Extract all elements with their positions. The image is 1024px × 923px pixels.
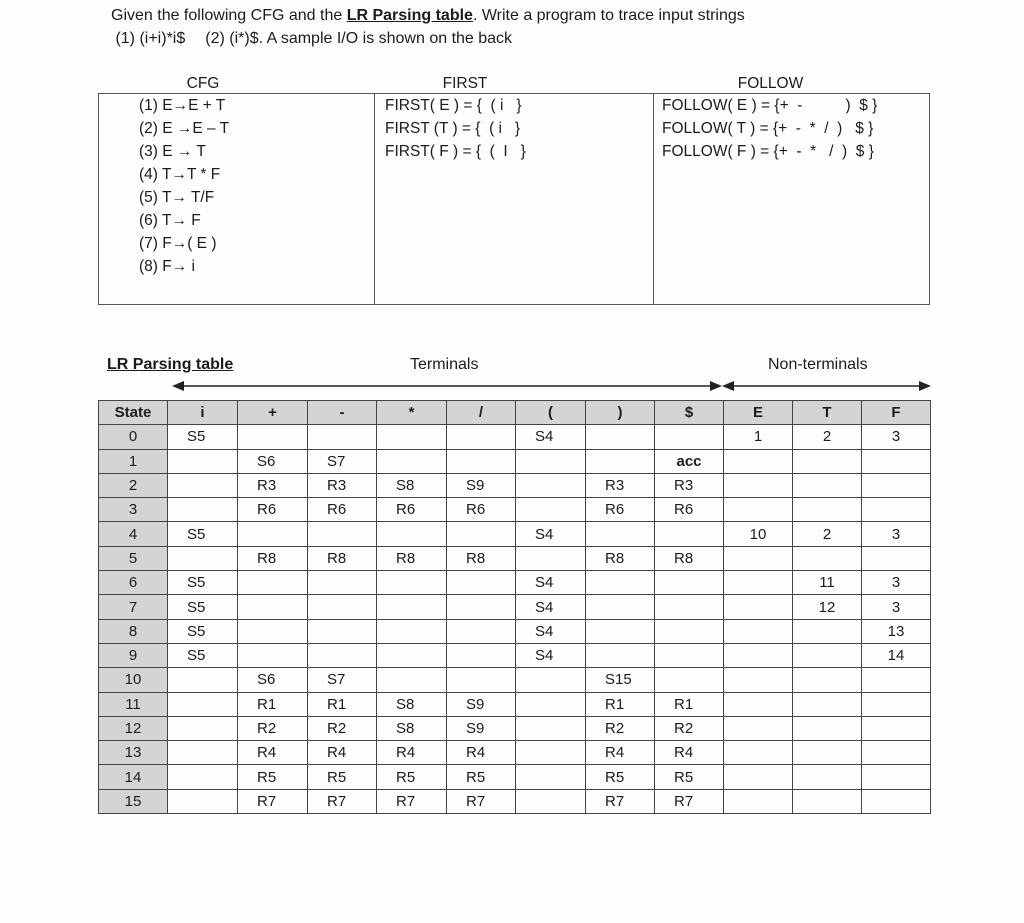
action-cell: [447, 668, 516, 692]
action-cell: R5: [308, 765, 377, 789]
goto-cell: [793, 789, 862, 813]
nonterminals-label: Non-terminals: [768, 356, 868, 373]
action-cell: [377, 449, 447, 473]
action-cell: S8: [377, 716, 447, 740]
action-cell: S4: [516, 619, 586, 643]
action-cell: [377, 643, 447, 667]
action-cell: [447, 595, 516, 619]
action-cell: R3: [586, 473, 655, 497]
table-row: [99, 692, 931, 716]
state-cell: 14: [99, 765, 168, 789]
action-cell: S5: [168, 522, 238, 546]
column-header: +: [238, 401, 308, 425]
action-cell: [238, 595, 308, 619]
action-cell: S8: [377, 473, 447, 497]
goto-cell: [793, 643, 862, 667]
production: (1) E→E + T: [139, 97, 226, 114]
action-cell: [447, 449, 516, 473]
action-cell: R2: [655, 716, 724, 740]
column-header: E: [724, 401, 793, 425]
action-cell: S5: [168, 425, 238, 449]
action-cell: R8: [377, 546, 447, 570]
action-cell: [377, 595, 447, 619]
action-cell: [168, 716, 238, 740]
goto-cell: [724, 668, 793, 692]
column-header: F: [862, 401, 931, 425]
problem-line-1: Given the following CFG and the LR Parsing table. Write a program to trace input strings: [111, 7, 745, 24]
problem-line-2: (1) (i+i)*i$ (2) (i*)$. A sample I/O is shown on the back: [115, 30, 513, 47]
action-cell: [447, 522, 516, 546]
goto-cell: [724, 546, 793, 570]
action-cell: R1: [586, 692, 655, 716]
action-cell: [586, 425, 655, 449]
action-cell: [516, 789, 586, 813]
action-cell: [308, 522, 377, 546]
action-cell: [586, 449, 655, 473]
action-cell: [238, 571, 308, 595]
terminals-span-arrow: [172, 381, 722, 391]
production: (4) T→T * F: [139, 166, 221, 183]
action-cell: [168, 668, 238, 692]
state-cell: 3: [99, 498, 168, 522]
first-set: FIRST (T ) = { ( i }: [385, 120, 521, 137]
follow-column: [653, 94, 929, 304]
goto-cell: 1: [724, 425, 793, 449]
action-cell: R5: [377, 765, 447, 789]
action-cell: R4: [308, 741, 377, 765]
column-header: *: [377, 401, 447, 425]
state-cell: 8: [99, 619, 168, 643]
action-cell: [168, 473, 238, 497]
production: (2) E →E – T: [139, 120, 230, 137]
action-cell: [586, 643, 655, 667]
table-row: [99, 789, 931, 813]
goto-cell: 11: [793, 571, 862, 595]
first-header: FIRST: [442, 75, 488, 92]
table-row: [99, 498, 931, 522]
action-cell: [586, 571, 655, 595]
table-row: [99, 741, 931, 765]
action-cell: [308, 425, 377, 449]
action-cell: [168, 789, 238, 813]
goto-cell: [793, 692, 862, 716]
action-cell: S7: [308, 449, 377, 473]
action-cell: R8: [308, 546, 377, 570]
action-cell: [238, 619, 308, 643]
goto-cell: [793, 668, 862, 692]
cfg-column: [99, 94, 375, 304]
state-cell: 15: [99, 789, 168, 813]
state-cell: 10: [99, 668, 168, 692]
follow-set: FOLLOW( T ) = {+ - * / ) $ }: [662, 120, 874, 137]
production: (8) F→ i: [139, 258, 195, 275]
table-row: [99, 449, 931, 473]
action-cell: R6: [655, 498, 724, 522]
action-cell: S4: [516, 425, 586, 449]
action-cell: [655, 425, 724, 449]
goto-cell: 3: [862, 425, 931, 449]
action-cell: [238, 643, 308, 667]
action-cell: [655, 668, 724, 692]
action-cell: R4: [377, 741, 447, 765]
action-cell: S9: [447, 692, 516, 716]
action-cell: S6: [238, 668, 308, 692]
goto-cell: [793, 498, 862, 522]
table-row: [99, 522, 931, 546]
follow-set: FOLLOW( E ) = {+ - ) $ }: [662, 97, 878, 114]
goto-cell: [724, 789, 793, 813]
state-cell: 1: [99, 449, 168, 473]
goto-cell: [862, 692, 931, 716]
table-row: [99, 473, 931, 497]
action-cell: R6: [308, 498, 377, 522]
terminals-label: Terminals: [410, 356, 479, 373]
action-cell: [447, 619, 516, 643]
goto-cell: [793, 546, 862, 570]
action-cell: [377, 668, 447, 692]
action-cell: [516, 546, 586, 570]
action-cell: [447, 643, 516, 667]
goto-cell: [724, 692, 793, 716]
action-cell: [377, 571, 447, 595]
goto-cell: [724, 619, 793, 643]
action-cell: R5: [238, 765, 308, 789]
action-cell: [516, 716, 586, 740]
action-cell: [516, 449, 586, 473]
action-cell: R5: [586, 765, 655, 789]
goto-cell: [793, 716, 862, 740]
column-header: /: [447, 401, 516, 425]
lr-parsing-table-title: LR Parsing table: [107, 356, 234, 373]
nonterminals-span-arrow: [722, 381, 931, 391]
action-cell: R7: [377, 789, 447, 813]
action-cell: S5: [168, 643, 238, 667]
action-cell: S7: [308, 668, 377, 692]
column-header: (: [516, 401, 586, 425]
action-cell: R3: [238, 473, 308, 497]
action-cell: [586, 522, 655, 546]
action-cell: R1: [238, 692, 308, 716]
action-cell: R5: [447, 765, 516, 789]
goto-cell: [793, 449, 862, 473]
action-cell: S4: [516, 571, 586, 595]
state-cell: 12: [99, 716, 168, 740]
action-cell: R6: [447, 498, 516, 522]
action-cell: R5: [655, 765, 724, 789]
action-cell: R3: [308, 473, 377, 497]
first-set: FIRST( F ) = { ( I }: [385, 143, 526, 160]
goto-cell: [862, 789, 931, 813]
action-cell: [308, 571, 377, 595]
action-cell: R7: [655, 789, 724, 813]
action-cell: [516, 692, 586, 716]
action-cell: R2: [586, 716, 655, 740]
column-header: $: [655, 401, 724, 425]
action-cell: R7: [308, 789, 377, 813]
action-cell: R8: [586, 546, 655, 570]
goto-cell: [793, 741, 862, 765]
action-cell: R6: [377, 498, 447, 522]
action-cell: R4: [586, 741, 655, 765]
table-row: [99, 595, 931, 619]
goto-cell: [724, 449, 793, 473]
action-cell: R8: [655, 546, 724, 570]
table-row: [99, 643, 931, 667]
state-cell: 7: [99, 595, 168, 619]
action-cell: [308, 595, 377, 619]
action-cell: [655, 571, 724, 595]
action-cell: S5: [168, 619, 238, 643]
action-cell: [168, 449, 238, 473]
problem-statement: [111, 5, 745, 50]
goto-cell: [862, 498, 931, 522]
action-cell: S9: [447, 716, 516, 740]
action-cell: [586, 595, 655, 619]
action-cell: S9: [447, 473, 516, 497]
goto-cell: [724, 643, 793, 667]
table-row: [99, 716, 931, 740]
goto-cell: [793, 473, 862, 497]
lr-parsing-table: [98, 400, 931, 814]
action-cell: R8: [238, 546, 308, 570]
action-cell: S4: [516, 643, 586, 667]
production: (7) F→( E ): [139, 235, 217, 252]
state-cell: 13: [99, 741, 168, 765]
table-row: [99, 668, 931, 692]
action-cell: S5: [168, 571, 238, 595]
action-cell: [586, 619, 655, 643]
action-cell: R6: [238, 498, 308, 522]
action-cell: R2: [238, 716, 308, 740]
state-cell: 9: [99, 643, 168, 667]
action-cell: R7: [238, 789, 308, 813]
action-cell: S4: [516, 595, 586, 619]
goto-cell: [862, 741, 931, 765]
goto-cell: 10: [724, 522, 793, 546]
action-cell: [516, 498, 586, 522]
goto-cell: 2: [793, 425, 862, 449]
action-cell: R4: [238, 741, 308, 765]
goto-cell: 3: [862, 595, 931, 619]
action-cell: [377, 522, 447, 546]
column-header-state: State: [99, 401, 168, 425]
action-cell: [168, 741, 238, 765]
action-cell: [516, 741, 586, 765]
action-cell: [516, 473, 586, 497]
action-cell: [655, 522, 724, 546]
lr-table-reference: LR Parsing table: [346, 7, 473, 24]
action-cell: S5: [168, 595, 238, 619]
goto-cell: [862, 473, 931, 497]
action-cell: R1: [308, 692, 377, 716]
production: (3) E → T: [139, 143, 206, 160]
table-header-row: [99, 401, 931, 425]
production: (6) T→ F: [139, 212, 201, 229]
goto-cell: [724, 571, 793, 595]
column-header: i: [168, 401, 238, 425]
table-row: [99, 619, 931, 643]
goto-cell: 3: [862, 571, 931, 595]
table-row: [99, 571, 931, 595]
action-cell: [308, 619, 377, 643]
first-set: FIRST( E ) = { ( i }: [385, 97, 522, 114]
goto-cell: [724, 595, 793, 619]
action-cell: R3: [655, 473, 724, 497]
state-cell: 11: [99, 692, 168, 716]
state-cell: 5: [99, 546, 168, 570]
goto-cell: [862, 449, 931, 473]
action-cell: R8: [447, 546, 516, 570]
goto-cell: 14: [862, 643, 931, 667]
state-cell: 0: [99, 425, 168, 449]
grammar-box: [98, 93, 930, 305]
goto-cell: [862, 765, 931, 789]
action-cell: [377, 619, 447, 643]
column-header: T: [793, 401, 862, 425]
goto-cell: 3: [862, 522, 931, 546]
action-cell: [168, 546, 238, 570]
action-cell: S4: [516, 522, 586, 546]
action-cell: R7: [447, 789, 516, 813]
state-cell: 2: [99, 473, 168, 497]
goto-cell: [724, 741, 793, 765]
table-row: [99, 425, 931, 449]
action-cell: R4: [447, 741, 516, 765]
table-row: [99, 546, 931, 570]
goto-cell: 2: [793, 522, 862, 546]
goto-cell: [724, 473, 793, 497]
production: (5) T→ T/F: [139, 189, 215, 206]
action-cell: [377, 425, 447, 449]
action-cell: [516, 668, 586, 692]
action-cell: [447, 571, 516, 595]
action-cell: [655, 643, 724, 667]
action-cell: [168, 692, 238, 716]
goto-cell: [862, 716, 931, 740]
goto-cell: [862, 546, 931, 570]
action-cell: R1: [655, 692, 724, 716]
table-row: [99, 765, 931, 789]
action-cell: R7: [586, 789, 655, 813]
span-arrows: [0, 376, 1024, 396]
column-header: ): [586, 401, 655, 425]
action-cell: [447, 425, 516, 449]
column-header: -: [308, 401, 377, 425]
action-cell: S15: [586, 668, 655, 692]
action-cell: R4: [655, 741, 724, 765]
action-cell: S8: [377, 692, 447, 716]
goto-cell: 12: [793, 595, 862, 619]
action-cell: [238, 522, 308, 546]
action-cell: acc: [655, 449, 724, 473]
goto-cell: [724, 498, 793, 522]
first-column: [374, 94, 654, 304]
action-cell: S6: [238, 449, 308, 473]
action-cell: R6: [586, 498, 655, 522]
follow-set: FOLLOW( F ) = {+ - * / ) $ }: [662, 143, 874, 160]
goto-cell: [724, 765, 793, 789]
goto-cell: 13: [862, 619, 931, 643]
action-cell: [655, 595, 724, 619]
action-cell: [516, 765, 586, 789]
action-cell: [238, 425, 308, 449]
action-cell: [308, 643, 377, 667]
action-cell: [655, 619, 724, 643]
goto-cell: [793, 619, 862, 643]
goto-cell: [793, 765, 862, 789]
action-cell: [168, 498, 238, 522]
state-cell: 4: [99, 522, 168, 546]
state-cell: 6: [99, 571, 168, 595]
action-cell: R2: [308, 716, 377, 740]
follow-header: FOLLOW: [737, 75, 804, 92]
cfg-header: CFG: [186, 75, 220, 92]
goto-cell: [862, 668, 931, 692]
action-cell: [168, 765, 238, 789]
goto-cell: [724, 716, 793, 740]
